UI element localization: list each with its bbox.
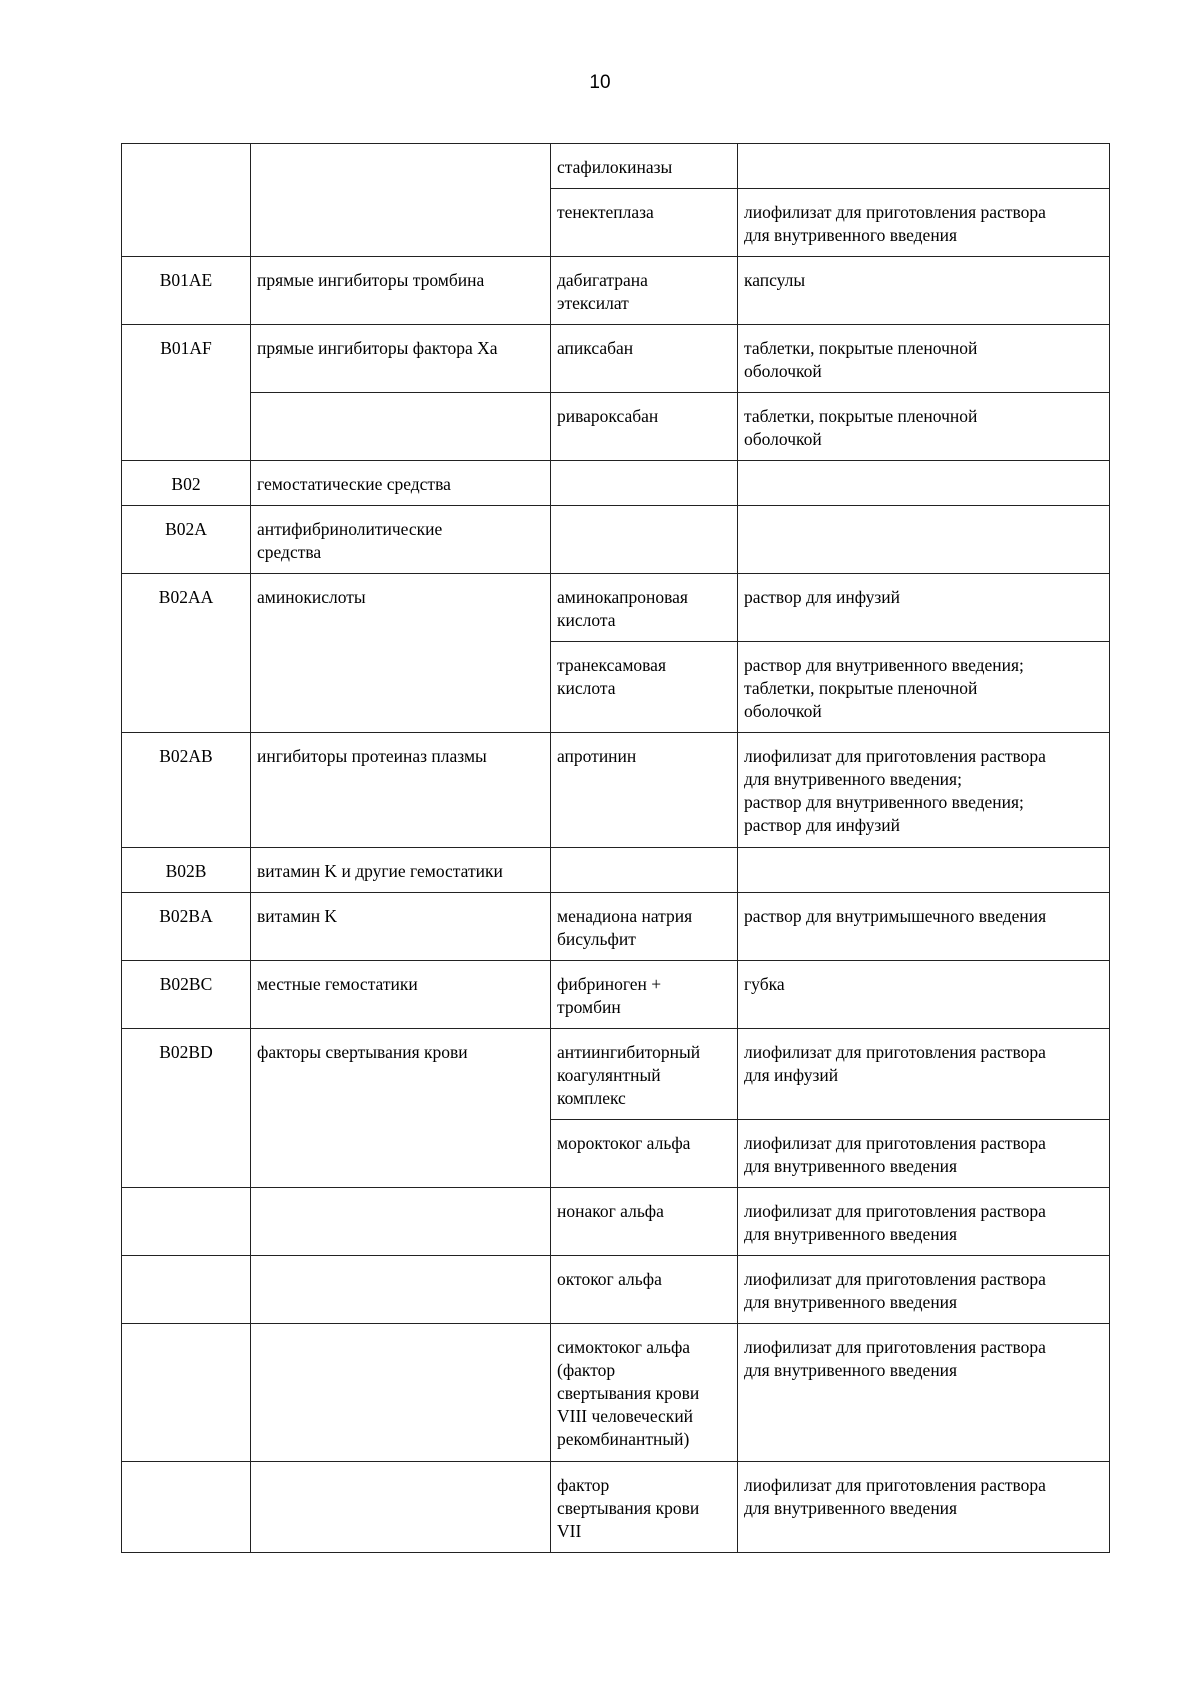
drug-name-cell: ривароксабан xyxy=(551,393,738,461)
drug-name-cell: симоктоког альфа (фактор свертывания крови VIII человеческий рекомбинантный) xyxy=(551,1324,738,1462)
atc-code-cell: B02AB xyxy=(122,733,251,848)
group-name-cell-empty xyxy=(251,393,551,461)
drug-name-cell xyxy=(551,461,738,506)
table-row xyxy=(122,893,1110,961)
table-row xyxy=(122,144,1110,189)
atc-code-cell: B01AF xyxy=(122,325,251,461)
atc-code-cell xyxy=(122,1188,251,1256)
group-name-cell xyxy=(251,1188,551,1256)
atc-code-cell: B02 xyxy=(122,461,251,506)
drug-name-cell: транексамовая кислота xyxy=(551,642,738,733)
dosage-form-cell: губка xyxy=(738,961,1110,1029)
atc-code-cell: B02A xyxy=(122,506,251,574)
drug-name-cell xyxy=(551,506,738,574)
dosage-form-cell: лиофилизат для приготовления раствора для внутривенного введения xyxy=(738,189,1110,257)
drug-name-cell: нонаког альфа xyxy=(551,1188,738,1256)
drug-name-cell: стафилокиназы xyxy=(551,144,738,189)
dosage-form-cell xyxy=(738,461,1110,506)
group-name-cell: гемостатические средства xyxy=(251,461,551,506)
atc-code-cell: B01AE xyxy=(122,257,251,325)
atc-code-cell: B02BA xyxy=(122,893,251,961)
dosage-form-cell: лиофилизат для приготовления раствора для внутривенного введения xyxy=(738,1462,1110,1553)
dosage-form-cell: раствор для инфузий xyxy=(738,574,1110,642)
table-row xyxy=(122,325,1110,393)
drug-name-cell: аминокапроновая кислота xyxy=(551,574,738,642)
drug-name-cell: мороктоког альфа xyxy=(551,1120,738,1188)
drug-name-cell: дабигатрана этексилат xyxy=(551,257,738,325)
group-name-cell xyxy=(251,1462,551,1553)
dosage-form-cell: таблетки, покрытые пленочной оболочкой xyxy=(738,393,1110,461)
group-name-cell: прямые ингибиторы тромбина xyxy=(251,257,551,325)
table-row xyxy=(122,961,1110,1029)
drug-name-cell: антиингибиторный коагулянтный комплекс xyxy=(551,1029,738,1120)
atc-code-cell: B02BD xyxy=(122,1029,251,1188)
dosage-form-cell xyxy=(738,848,1110,893)
dosage-form-cell: лиофилизат для приготовления раствора для внутривенного введения xyxy=(738,1188,1110,1256)
group-name-cell: ингибиторы протеиназ плазмы xyxy=(251,733,551,848)
dosage-form-cell: лиофилизат для приготовления раствора для внутривенного введения xyxy=(738,1324,1110,1462)
drug-name-cell: апротинин xyxy=(551,733,738,848)
drug-name-cell: фибриноген + тромбин xyxy=(551,961,738,1029)
table-row xyxy=(122,257,1110,325)
drug-name-cell: апиксабан xyxy=(551,325,738,393)
dosage-form-cell: лиофилизат для приготовления раствора для внутривенного введения xyxy=(738,1256,1110,1324)
group-name-cell: антифибринолитические средства xyxy=(251,506,551,574)
drug-name-cell: менадиона натрия бисульфит xyxy=(551,893,738,961)
group-name-cell: аминокислоты xyxy=(251,574,551,733)
drug-name-cell xyxy=(551,848,738,893)
table-row xyxy=(122,733,1110,848)
atc-code-cell xyxy=(122,1324,251,1462)
group-name-cell: витамин K xyxy=(251,893,551,961)
group-name-cell xyxy=(251,144,551,257)
dosage-form-cell: лиофилизат для приготовления раствора для внутривенного введения; раствор для внутривенного введения; раствор для инфузий xyxy=(738,733,1110,848)
group-name-cell: местные гемостатики xyxy=(251,961,551,1029)
table-row xyxy=(122,1029,1110,1120)
group-name-cell: факторы свертывания крови xyxy=(251,1029,551,1188)
drug-name-cell: тенектеплаза xyxy=(551,189,738,257)
table-row xyxy=(122,1462,1110,1553)
table-row xyxy=(122,1324,1110,1462)
group-name-cell xyxy=(251,1256,551,1324)
table-row xyxy=(122,506,1110,574)
dosage-form-cell xyxy=(738,506,1110,574)
dosage-form-cell: раствор для внутримышечного введения xyxy=(738,893,1110,961)
table-row xyxy=(122,848,1110,893)
table-row xyxy=(122,1256,1110,1324)
group-name-cell: прямые ингибиторы фактора Xa xyxy=(251,325,551,393)
atc-code-cell xyxy=(122,1256,251,1324)
atc-code-cell: B02B xyxy=(122,848,251,893)
drug-classification-table xyxy=(121,143,1110,1553)
atc-code-cell xyxy=(122,1462,251,1553)
drug-name-cell: фактор свертывания крови VII xyxy=(551,1462,738,1553)
dosage-form-cell xyxy=(738,144,1110,189)
dosage-form-cell: таблетки, покрытые пленочной оболочкой xyxy=(738,325,1110,393)
group-name-cell: витамин K и другие гемостатики xyxy=(251,848,551,893)
dosage-form-cell: лиофилизат для приготовления раствора для инфузий xyxy=(738,1029,1110,1120)
table-row xyxy=(122,1188,1110,1256)
group-name-cell xyxy=(251,1324,551,1462)
table-row xyxy=(122,461,1110,506)
drug-name-cell: октоког альфа xyxy=(551,1256,738,1324)
dosage-form-cell: лиофилизат для приготовления раствора для внутривенного введения xyxy=(738,1120,1110,1188)
dosage-form-cell: раствор для внутривенного введения; таблетки, покрытые пленочной оболочкой xyxy=(738,642,1110,733)
page-number: 10 xyxy=(589,72,611,93)
dosage-form-cell: капсулы xyxy=(738,257,1110,325)
atc-code-cell: B02AA xyxy=(122,574,251,733)
table-row xyxy=(122,393,1110,461)
atc-code-cell xyxy=(122,144,251,257)
atc-code-cell: B02BC xyxy=(122,961,251,1029)
table-row xyxy=(122,574,1110,642)
